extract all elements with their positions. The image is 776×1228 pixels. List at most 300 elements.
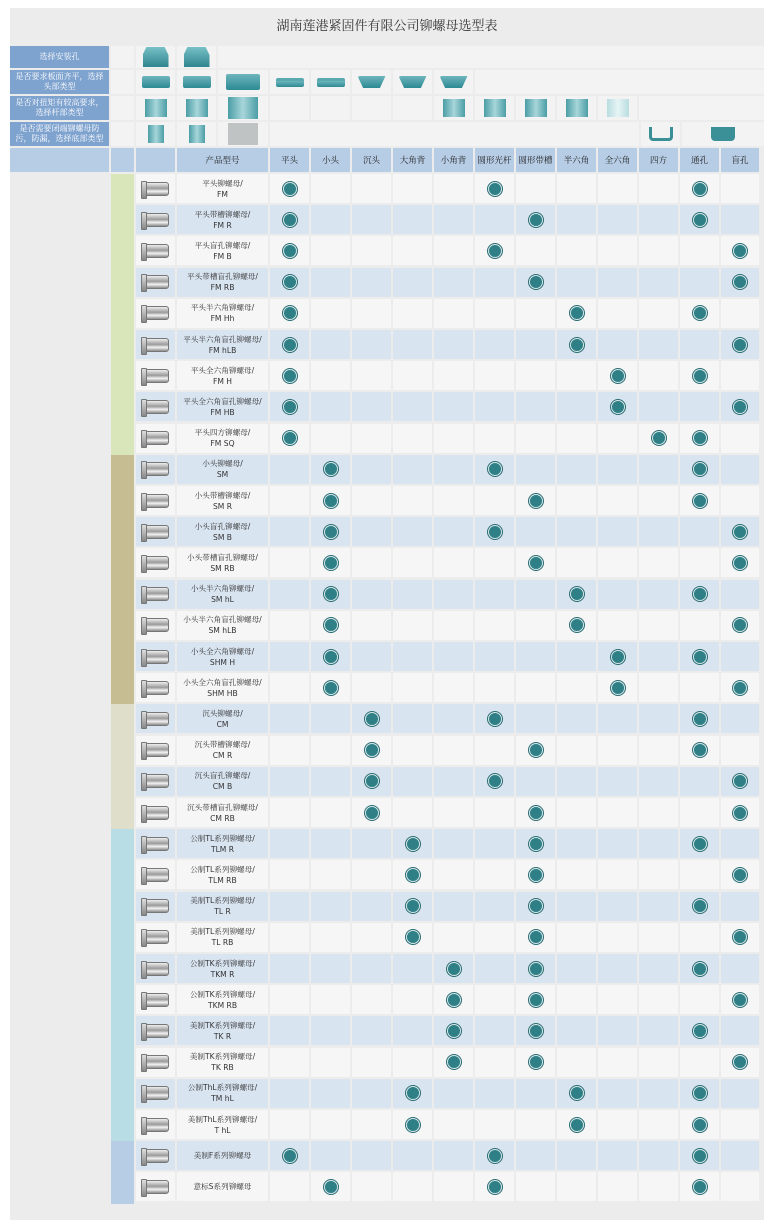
product-code: TK RB (211, 1063, 234, 1073)
product-code: TLM R (210, 844, 235, 854)
group-color-bar (111, 673, 134, 704)
feature-cell (475, 580, 514, 609)
feature-cell (721, 923, 759, 952)
feature-cell (639, 455, 678, 484)
feature-cell (721, 767, 759, 796)
feature-cell (352, 985, 391, 1014)
applicable-dot-icon (529, 213, 543, 227)
feature-cell (475, 548, 514, 577)
table-row (10, 673, 764, 702)
feature-cell (311, 1016, 350, 1045)
feature-cell (311, 268, 350, 297)
product-code: SHM H (209, 657, 236, 667)
feature-cell (434, 392, 473, 421)
feature-cell (639, 985, 678, 1014)
product-code: FM SQ (210, 439, 235, 449)
feature-cell (721, 205, 759, 234)
group-color-bar (111, 455, 134, 486)
feature-cell (434, 829, 473, 858)
feature-cell (352, 1141, 391, 1170)
small-angle-head-icon (434, 70, 473, 94)
feature-cell (311, 829, 350, 858)
rivet-nut-image (136, 361, 175, 390)
feature-cell (557, 704, 596, 733)
product-model (177, 486, 268, 515)
table-row (10, 954, 764, 983)
feature-cell (434, 736, 473, 765)
applicable-dot-icon (447, 962, 461, 976)
product-name: 公制ThL系列铆螺母/ (187, 1083, 258, 1093)
feature-cell (598, 860, 637, 889)
product-name: 平头盲孔铆螺母/ (194, 240, 251, 250)
feature-cell (393, 892, 432, 921)
table-row (10, 330, 764, 359)
feature-cell (311, 1110, 350, 1139)
feature-cell (434, 517, 473, 546)
colhdr-feature: 平头 (270, 148, 309, 172)
feature-cell (557, 299, 596, 328)
product-code: TKM R (210, 969, 235, 979)
feature-cell (639, 486, 678, 515)
product-model (177, 236, 268, 265)
feature-cell (680, 985, 719, 1014)
selector-label-bottom: 是否需要闭端铆螺母防污，防漏，选择底部类型 (10, 122, 109, 146)
feature-cell (598, 361, 637, 390)
feature-cell (393, 205, 432, 234)
feature-cell (680, 736, 719, 765)
feature-cell (311, 236, 350, 265)
feature-cell (352, 580, 391, 609)
feature-cell (639, 611, 678, 640)
applicable-dot-icon (693, 369, 707, 383)
product-name: 意标S系列铆螺母 (193, 1182, 252, 1192)
rivet-nut-image (136, 1048, 175, 1077)
feature-cell (270, 1016, 309, 1045)
product-name: 美制TK系列铆螺母/ (189, 1052, 256, 1062)
feature-cell (311, 923, 350, 952)
group-color-bar (111, 767, 134, 798)
applicable-dot-icon (488, 1180, 502, 1194)
feature-cell (475, 736, 514, 765)
applicable-dot-icon (283, 213, 297, 227)
applicable-dot-icon (529, 1055, 543, 1069)
product-name: 公制TK系列铆螺母/ (189, 958, 256, 968)
feature-cell (434, 892, 473, 921)
applicable-dot-icon (283, 275, 297, 289)
feature-cell (434, 548, 473, 577)
feature-cell (639, 1016, 678, 1045)
feature-cell (352, 1110, 391, 1139)
feature-cell (598, 954, 637, 983)
feature-cell (352, 1048, 391, 1077)
applicable-dot-icon (406, 868, 420, 882)
feature-cell (393, 392, 432, 421)
feature-cell (721, 236, 759, 265)
group-color-bar (111, 1079, 134, 1110)
colhdr-feature: 通孔 (680, 148, 719, 172)
applicable-dot-icon (693, 837, 707, 851)
feature-cell (557, 829, 596, 858)
product-model (177, 923, 268, 952)
product-model (177, 829, 268, 858)
feature-cell (270, 392, 309, 421)
round-knurled-shank-icon (475, 96, 514, 120)
feature-cell (352, 611, 391, 640)
feature-cell (557, 736, 596, 765)
feature-cell (680, 673, 719, 702)
feature-cell (721, 517, 759, 546)
feature-cell (639, 517, 678, 546)
feature-cell (721, 299, 759, 328)
rivet-nut-image (136, 1016, 175, 1045)
table-row (10, 392, 764, 421)
product-code: SM B (213, 532, 232, 542)
product-model (177, 361, 268, 390)
colhdr-blank (111, 148, 134, 172)
feature-cell (475, 424, 514, 453)
product-model (177, 330, 268, 359)
applicable-dot-icon (611, 400, 625, 414)
product-name: 美制TK系列铆螺母/ (189, 1020, 256, 1030)
feature-cell (639, 299, 678, 328)
feature-cell (311, 642, 350, 671)
colhdr-feature: 半六角 (557, 148, 596, 172)
feature-cell (598, 673, 637, 702)
feature-cell (557, 985, 596, 1014)
round-smooth-shank-icon (434, 96, 473, 120)
feature-cell (475, 923, 514, 952)
applicable-dot-icon (611, 369, 625, 383)
feature-cell (598, 1079, 637, 1108)
feature-cell (270, 1079, 309, 1108)
feature-cell (434, 798, 473, 827)
applicable-dot-icon (693, 431, 707, 445)
product-code: FM (217, 189, 228, 199)
applicable-dot-icon (529, 930, 543, 944)
blind-hole-icon (682, 122, 764, 146)
product-model (177, 704, 268, 733)
feature-cell (352, 392, 391, 421)
product-name: 沉头带槽盲孔铆螺母/ (187, 802, 258, 812)
applicable-dot-icon (733, 806, 747, 820)
feature-cell (557, 1048, 596, 1077)
hole-shape-icon (136, 46, 175, 68)
product-model (177, 767, 268, 796)
applicable-dot-icon (283, 306, 297, 320)
applicable-dot-icon (283, 1149, 297, 1163)
product-model (177, 985, 268, 1014)
applicable-dot-icon (283, 400, 297, 414)
feature-cell (516, 455, 555, 484)
feature-cell (516, 330, 555, 359)
countersunk-head-icon (352, 70, 391, 94)
applicable-dot-icon (365, 806, 379, 820)
feature-cell (434, 236, 473, 265)
product-name: 小头盲孔铆螺母/ (194, 521, 251, 531)
feature-cell (598, 798, 637, 827)
feature-cell (311, 392, 350, 421)
feature-cell (639, 923, 678, 952)
feature-cell (475, 361, 514, 390)
feature-cell (721, 1079, 759, 1108)
rivet-nut-image (136, 1079, 175, 1108)
product-model (177, 1079, 268, 1108)
feature-cell (311, 1141, 350, 1170)
feature-cell (270, 642, 309, 671)
feature-cell (393, 548, 432, 577)
feature-cell (393, 486, 432, 515)
applicable-dot-icon (488, 182, 502, 196)
feature-cell (721, 361, 759, 390)
flat-head-icon (270, 70, 309, 94)
table-row (10, 424, 764, 453)
feature-cell (311, 174, 350, 203)
applicable-dot-icon (324, 650, 338, 664)
feature-cell (721, 1016, 759, 1045)
product-model (177, 268, 268, 297)
applicable-dot-icon (733, 525, 747, 539)
table-row (10, 1110, 764, 1139)
applicable-dot-icon (733, 1055, 747, 1069)
applicable-dot-icon (570, 338, 584, 352)
table-row (10, 205, 764, 234)
feature-cell (557, 954, 596, 983)
feature-cell (557, 923, 596, 952)
product-model (177, 673, 268, 702)
feature-cell (270, 611, 309, 640)
product-model (177, 642, 268, 671)
feature-cell (434, 1141, 473, 1170)
applicable-dot-icon (693, 899, 707, 913)
feature-cell (516, 892, 555, 921)
feature-cell (393, 330, 432, 359)
product-code: SM R (212, 501, 233, 511)
colhdr-model: 产品型号 (177, 148, 268, 172)
applicable-dot-icon (733, 556, 747, 570)
feature-cell (434, 923, 473, 952)
feature-cell (270, 954, 309, 983)
feature-cell (434, 1016, 473, 1045)
feature-cell (393, 798, 432, 827)
rivet-nut-image (136, 923, 175, 952)
product-code: CM RB (210, 813, 235, 823)
feature-cell (434, 611, 473, 640)
applicable-dot-icon (570, 587, 584, 601)
feature-cell (434, 424, 473, 453)
feature-cell (352, 923, 391, 952)
product-name: 公制TL系列铆螺母/ (190, 833, 255, 843)
product-name: 公制TK系列铆螺母/ (189, 989, 256, 999)
large-angle-head-icon (393, 70, 432, 94)
product-name: 公制TL系列铆螺母/ (190, 864, 255, 874)
selector-row-shank (10, 96, 764, 120)
applicable-dot-icon (406, 1086, 420, 1100)
group-color-bar (111, 1172, 134, 1203)
feature-cell (270, 1141, 309, 1170)
feature-cell (475, 486, 514, 515)
feature-cell (598, 892, 637, 921)
feature-cell (516, 798, 555, 827)
applicable-dot-icon (365, 743, 379, 757)
feature-cell (639, 767, 678, 796)
feature-cell (393, 424, 432, 453)
product-model (177, 517, 268, 546)
applicable-dot-icon (447, 1055, 461, 1069)
feature-cell (639, 860, 678, 889)
feature-cell (311, 1172, 350, 1201)
feature-cell (270, 486, 309, 515)
feature-cell (516, 1141, 555, 1170)
rivet-nut-image (136, 486, 175, 515)
feature-cell (516, 704, 555, 733)
product-model (177, 580, 268, 609)
feature-cell (393, 1016, 432, 1045)
rivet-nut-image (136, 424, 175, 453)
feature-cell (270, 174, 309, 203)
group-color-bar (111, 892, 134, 923)
feature-cell (721, 1141, 759, 1170)
feature-cell (557, 486, 596, 515)
applicable-dot-icon (324, 618, 338, 632)
feature-cell (393, 1172, 432, 1201)
rivet-nut-image (136, 767, 175, 796)
feature-cell (598, 455, 637, 484)
feature-cell (680, 330, 719, 359)
rivet-nut-image (136, 205, 175, 234)
applicable-dot-icon (733, 774, 747, 788)
feature-cell (598, 268, 637, 297)
group-color-bar (111, 611, 134, 642)
applicable-dot-icon (693, 712, 707, 726)
feature-cell (475, 205, 514, 234)
product-name: 平头半六角盲孔铆螺母/ (183, 334, 262, 344)
feature-cell (598, 424, 637, 453)
feature-cell (352, 860, 391, 889)
feature-cell (393, 736, 432, 765)
rivet-nut-image (136, 1141, 175, 1170)
feature-cell (311, 860, 350, 889)
selector-row-bottom (10, 122, 764, 146)
feature-cell (639, 330, 678, 359)
applicable-dot-icon (529, 868, 543, 882)
feature-cell (475, 767, 514, 796)
feature-cell (352, 174, 391, 203)
table-row (10, 1079, 764, 1108)
feature-cell (598, 392, 637, 421)
product-model (177, 736, 268, 765)
applicable-dot-icon (529, 275, 543, 289)
feature-cell (680, 954, 719, 983)
feature-cell (352, 548, 391, 577)
applicable-dot-icon (570, 618, 584, 632)
feature-cell (598, 1110, 637, 1139)
feature-cell (721, 548, 759, 577)
applicable-dot-icon (283, 431, 297, 445)
feature-cell (434, 330, 473, 359)
rivet-nut-image (136, 330, 175, 359)
feature-cell (434, 1079, 473, 1108)
feature-cell (639, 548, 678, 577)
product-model (177, 1172, 268, 1201)
feature-cell (393, 829, 432, 858)
rivet-nut-image (136, 1172, 175, 1201)
feature-cell (270, 673, 309, 702)
feature-cell (721, 1110, 759, 1139)
feature-cell (721, 1172, 759, 1201)
product-name: 沉头盲孔铆螺母/ (194, 771, 251, 781)
feature-cell (393, 860, 432, 889)
feature-cell (680, 205, 719, 234)
feature-cell (598, 299, 637, 328)
group-color-bar (111, 268, 134, 299)
applicable-dot-icon (693, 962, 707, 976)
table-row (10, 361, 764, 390)
feature-cell (270, 860, 309, 889)
applicable-dot-icon (693, 306, 707, 320)
applicable-dot-icon (693, 1086, 707, 1100)
applicable-dot-icon (693, 650, 707, 664)
product-model (177, 892, 268, 921)
feature-cell (680, 361, 719, 390)
feature-cell (270, 704, 309, 733)
selector-label-shank: 是否对扭矩有较高要求，选择杆部类型 (10, 96, 109, 120)
feature-cell (639, 954, 678, 983)
feature-cell (680, 1079, 719, 1108)
feature-cell (352, 954, 391, 983)
feature-cell (352, 361, 391, 390)
product-model (177, 611, 268, 640)
feature-cell (352, 236, 391, 265)
feature-cell (680, 1048, 719, 1077)
feature-cell (270, 767, 309, 796)
feature-cell (475, 1079, 514, 1108)
feature-cell (680, 1172, 719, 1201)
applicable-dot-icon (324, 494, 338, 508)
product-code: CM (216, 719, 229, 729)
nut-profile-icon (218, 70, 268, 94)
product-name: 小头半六角盲孔铆螺母/ (183, 615, 262, 625)
feature-cell (639, 361, 678, 390)
feature-cell (516, 673, 555, 702)
product-model (177, 798, 268, 827)
group-color-bar (111, 205, 134, 236)
feature-cell (598, 330, 637, 359)
feature-cell (393, 611, 432, 640)
feature-cell (475, 954, 514, 983)
feature-cell (311, 954, 350, 983)
feature-cell (721, 704, 759, 733)
feature-cell (516, 985, 555, 1014)
feature-cell (270, 361, 309, 390)
applicable-dot-icon (488, 712, 502, 726)
applicable-dot-icon (488, 525, 502, 539)
product-code: TK R (213, 1031, 232, 1041)
through-hole-icon (641, 122, 680, 146)
feature-cell (557, 424, 596, 453)
applicable-dot-icon (529, 962, 543, 976)
feature-cell (680, 1141, 719, 1170)
applicable-dot-icon (733, 338, 747, 352)
product-name: 平头全六角盲孔铆螺母/ (183, 396, 262, 406)
product-name: 小头带槽铆螺母/ (194, 490, 251, 500)
rivet-nut-image (136, 798, 175, 827)
feature-cell (434, 268, 473, 297)
product-code: FM B (213, 251, 232, 261)
feature-cell (352, 673, 391, 702)
feature-cell (311, 455, 350, 484)
product-code: TKM RB (207, 1000, 238, 1010)
rivet-nut-image (136, 455, 175, 484)
